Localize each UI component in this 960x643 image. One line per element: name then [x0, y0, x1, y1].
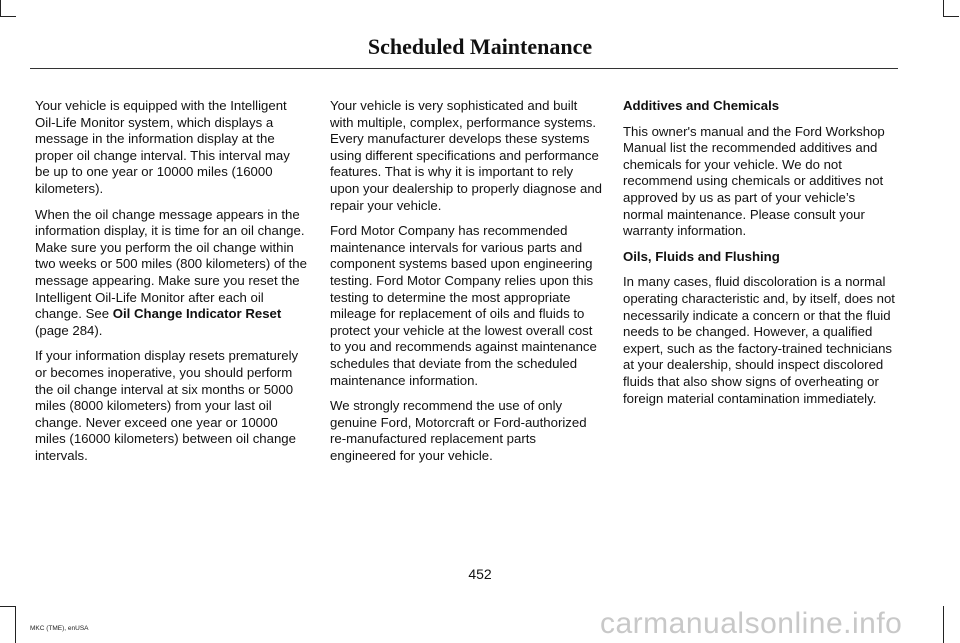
section-heading: Oils, Fluids and Flushing [623, 248, 780, 264]
crop-mark-bottom-left-h [0, 606, 16, 607]
header-rule [30, 68, 898, 69]
crop-mark-top-left-h [0, 16, 16, 17]
section-heading: Additives and Chemicals [623, 98, 780, 113]
crop-mark-top-left-v [0, 0, 1, 16]
page-title: Scheduled Maintenance [367, 34, 593, 59]
crop-mark-top-right-v [943, 0, 944, 16]
paragraph: This owner's manual and the Ford Workshop Manual list the recommended additives and chemicals for your vehicle. We do not recommend using chemicals or additives not approved by us as part of your vehicle’s normal maintenance. Please consult your warranty information. [623, 123, 885, 239]
paragraph-text: When the oil change message appears in the information display, it is time for an oil change. Make sure you perform the oil change within two weeks or 500 miles (800 kilometers) of the message appearing. Make sure you reset the Intelligent Oil-Life Monitor after each oil change. See [35, 206, 307, 322]
page-reference: (page 284). [35, 322, 103, 338]
paragraph: We strongly recommend the use of only genuine Ford, Motorcraft or Ford-authorized re-manufactured replacement parts engineered for your vehicle. [330, 398, 587, 463]
page-number: 452 [468, 566, 492, 582]
text-column-2 [330, 98, 602, 473]
paragraph: Your vehicle is very sophisticated and built with multiple, complex, performance systems. Every manufacturer develops these systems using different specifications and performance features. That is why it is important to rely upon your dealership to properly diagnose and repair your vehicle. [330, 98, 602, 213]
watermark: carmanualsonline.info [600, 607, 903, 640]
footer-edition: MKC (TME), enUSA [30, 625, 89, 632]
paragraph: If your information display resets prematurely or becomes inoperative, you should perform the oil change interval at six months or 5000 miles (8000 kilometers) from your last oil change. Never exceed one year or 10000 miles (16000 kilometers) between oil change intervals. [35, 348, 299, 463]
text-column-1 [35, 98, 307, 473]
paragraph: In many cases, fluid discoloration is a normal operating characteristic and, by itself, does not necessarily indicate a concern or that the fluid needs to be changed. However, a qualified expert, such as the factory-trained technicians at your dealership, should inspect discolored fluids that also show signs of overheating or foreign material contamination immediately. [623, 274, 895, 406]
paragraph: Your vehicle is equipped with the Intelligent Oil-Life Monitor system, which displays a message in the information display at the proper oil change interval. This interval may be up to one year or 10000 miles (16000 kilometers). [35, 98, 290, 196]
paragraph [35, 207, 307, 340]
paragraph: Ford Motor Company has recommended maintenance intervals for various parts and component systems based upon engineering testing. Ford Motor Company relies upon this testing to determine the most appropriate mileage for replacement of oils and fluids to protect your vehicle at the lowest overall cost to you and recommends against maintenance schedules that deviate from the scheduled maintenance information. [330, 223, 597, 388]
text-column-3 [623, 98, 897, 416]
cross-reference-link[interactable]: Oil Change Indicator Reset [112, 306, 282, 322]
crop-mark-bottom-left-v [15, 606, 16, 643]
crop-mark-top-right-h [943, 16, 959, 17]
